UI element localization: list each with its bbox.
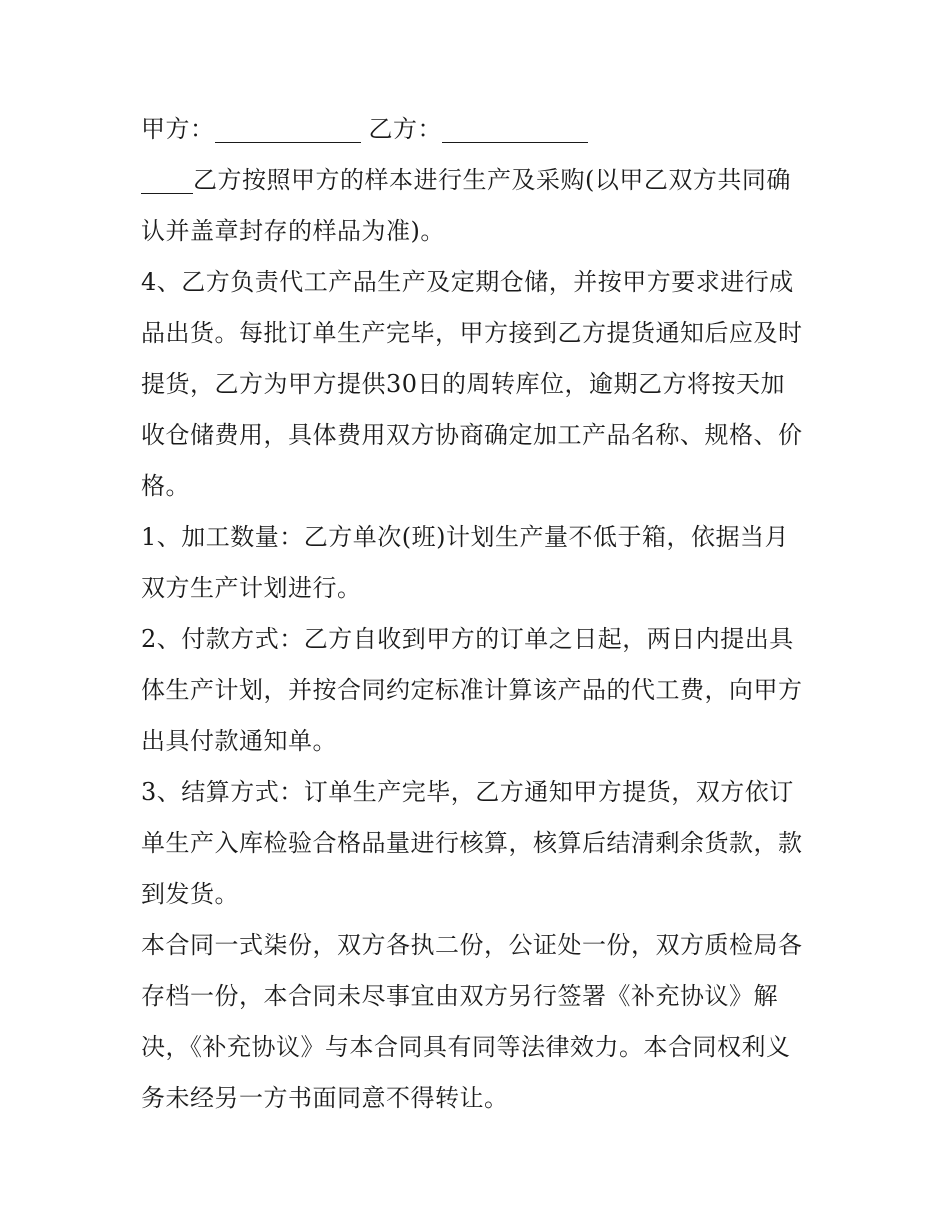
- paragraph-line: 体生产计划，并按合同约定标准计算该产品的代工费，向甲方: [141, 676, 803, 704]
- sample-clause: [141, 155, 821, 257]
- clause-2-payment: [141, 614, 821, 767]
- paragraph-line: 存档一份，本合同未尽事宜由双方另行签署《补充协议》解: [141, 982, 778, 1010]
- clause-1-quantity: [141, 512, 821, 614]
- paragraph-line: 到发货。: [141, 880, 239, 908]
- paragraph-line: 单生产入库检验合格品量进行核算，核算后结清剩余货款，款: [141, 829, 803, 857]
- party-b-blank: [442, 108, 588, 143]
- paragraph-line: 4、乙方负责代工产品生产及定期仓储，并按甲方要求进行成: [141, 268, 794, 296]
- paragraph-line: 本合同一式柒份，双方各执二份，公证处一份，双方质检局各: [141, 931, 803, 959]
- paragraph-line: 双方生产计划进行。: [141, 574, 362, 602]
- closing-clause: [141, 920, 821, 1124]
- contract-body: [141, 104, 821, 1124]
- paragraph-line: 2、付款方式：乙方自收到甲方的订单之日起，两日内提出具: [141, 625, 794, 653]
- party-a-blank: [215, 108, 361, 143]
- paragraph-line: 务未经另一方书面同意不得转让。: [141, 1084, 509, 1112]
- party-signature-line: [141, 104, 821, 155]
- paragraph-line: 格。: [141, 472, 190, 500]
- paragraph-line: 决，《补充协议》与本合同具有同等法律效力。本合同权利义: [141, 1033, 791, 1061]
- party-a-label: 甲方：: [141, 115, 215, 143]
- paragraph-line: 提货，乙方为甲方提供30日的周转库位，逾期乙方将按天加: [141, 370, 786, 398]
- sample-clause-line: 乙方按照甲方的样本进行生产及采购(以甲乙双方共同确: [141, 155, 821, 206]
- party-b-label: 乙方：: [368, 115, 442, 143]
- sample-clause-line: 认并盖章封存的样品为准)。: [141, 217, 445, 245]
- paragraph-line: 1、加工数量：乙方单次(班)计划生产量不低于箱，依据当月: [141, 523, 789, 551]
- paragraph-line: 品出货。每批订单生产完毕，甲方接到乙方提货通知后应及时: [141, 319, 803, 347]
- paragraph-line: 收仓储费用，具体费用双方协商确定加工产品名称、规格、价: [141, 421, 803, 449]
- clause-3-settlement: [141, 767, 821, 920]
- paragraph-line: 3、结算方式：订单生产完毕，乙方通知甲方提货，双方依订: [141, 778, 794, 806]
- paragraph-line: 出具付款通知单。: [141, 727, 337, 755]
- leading-blank: [141, 159, 193, 194]
- clause-4: [141, 257, 821, 512]
